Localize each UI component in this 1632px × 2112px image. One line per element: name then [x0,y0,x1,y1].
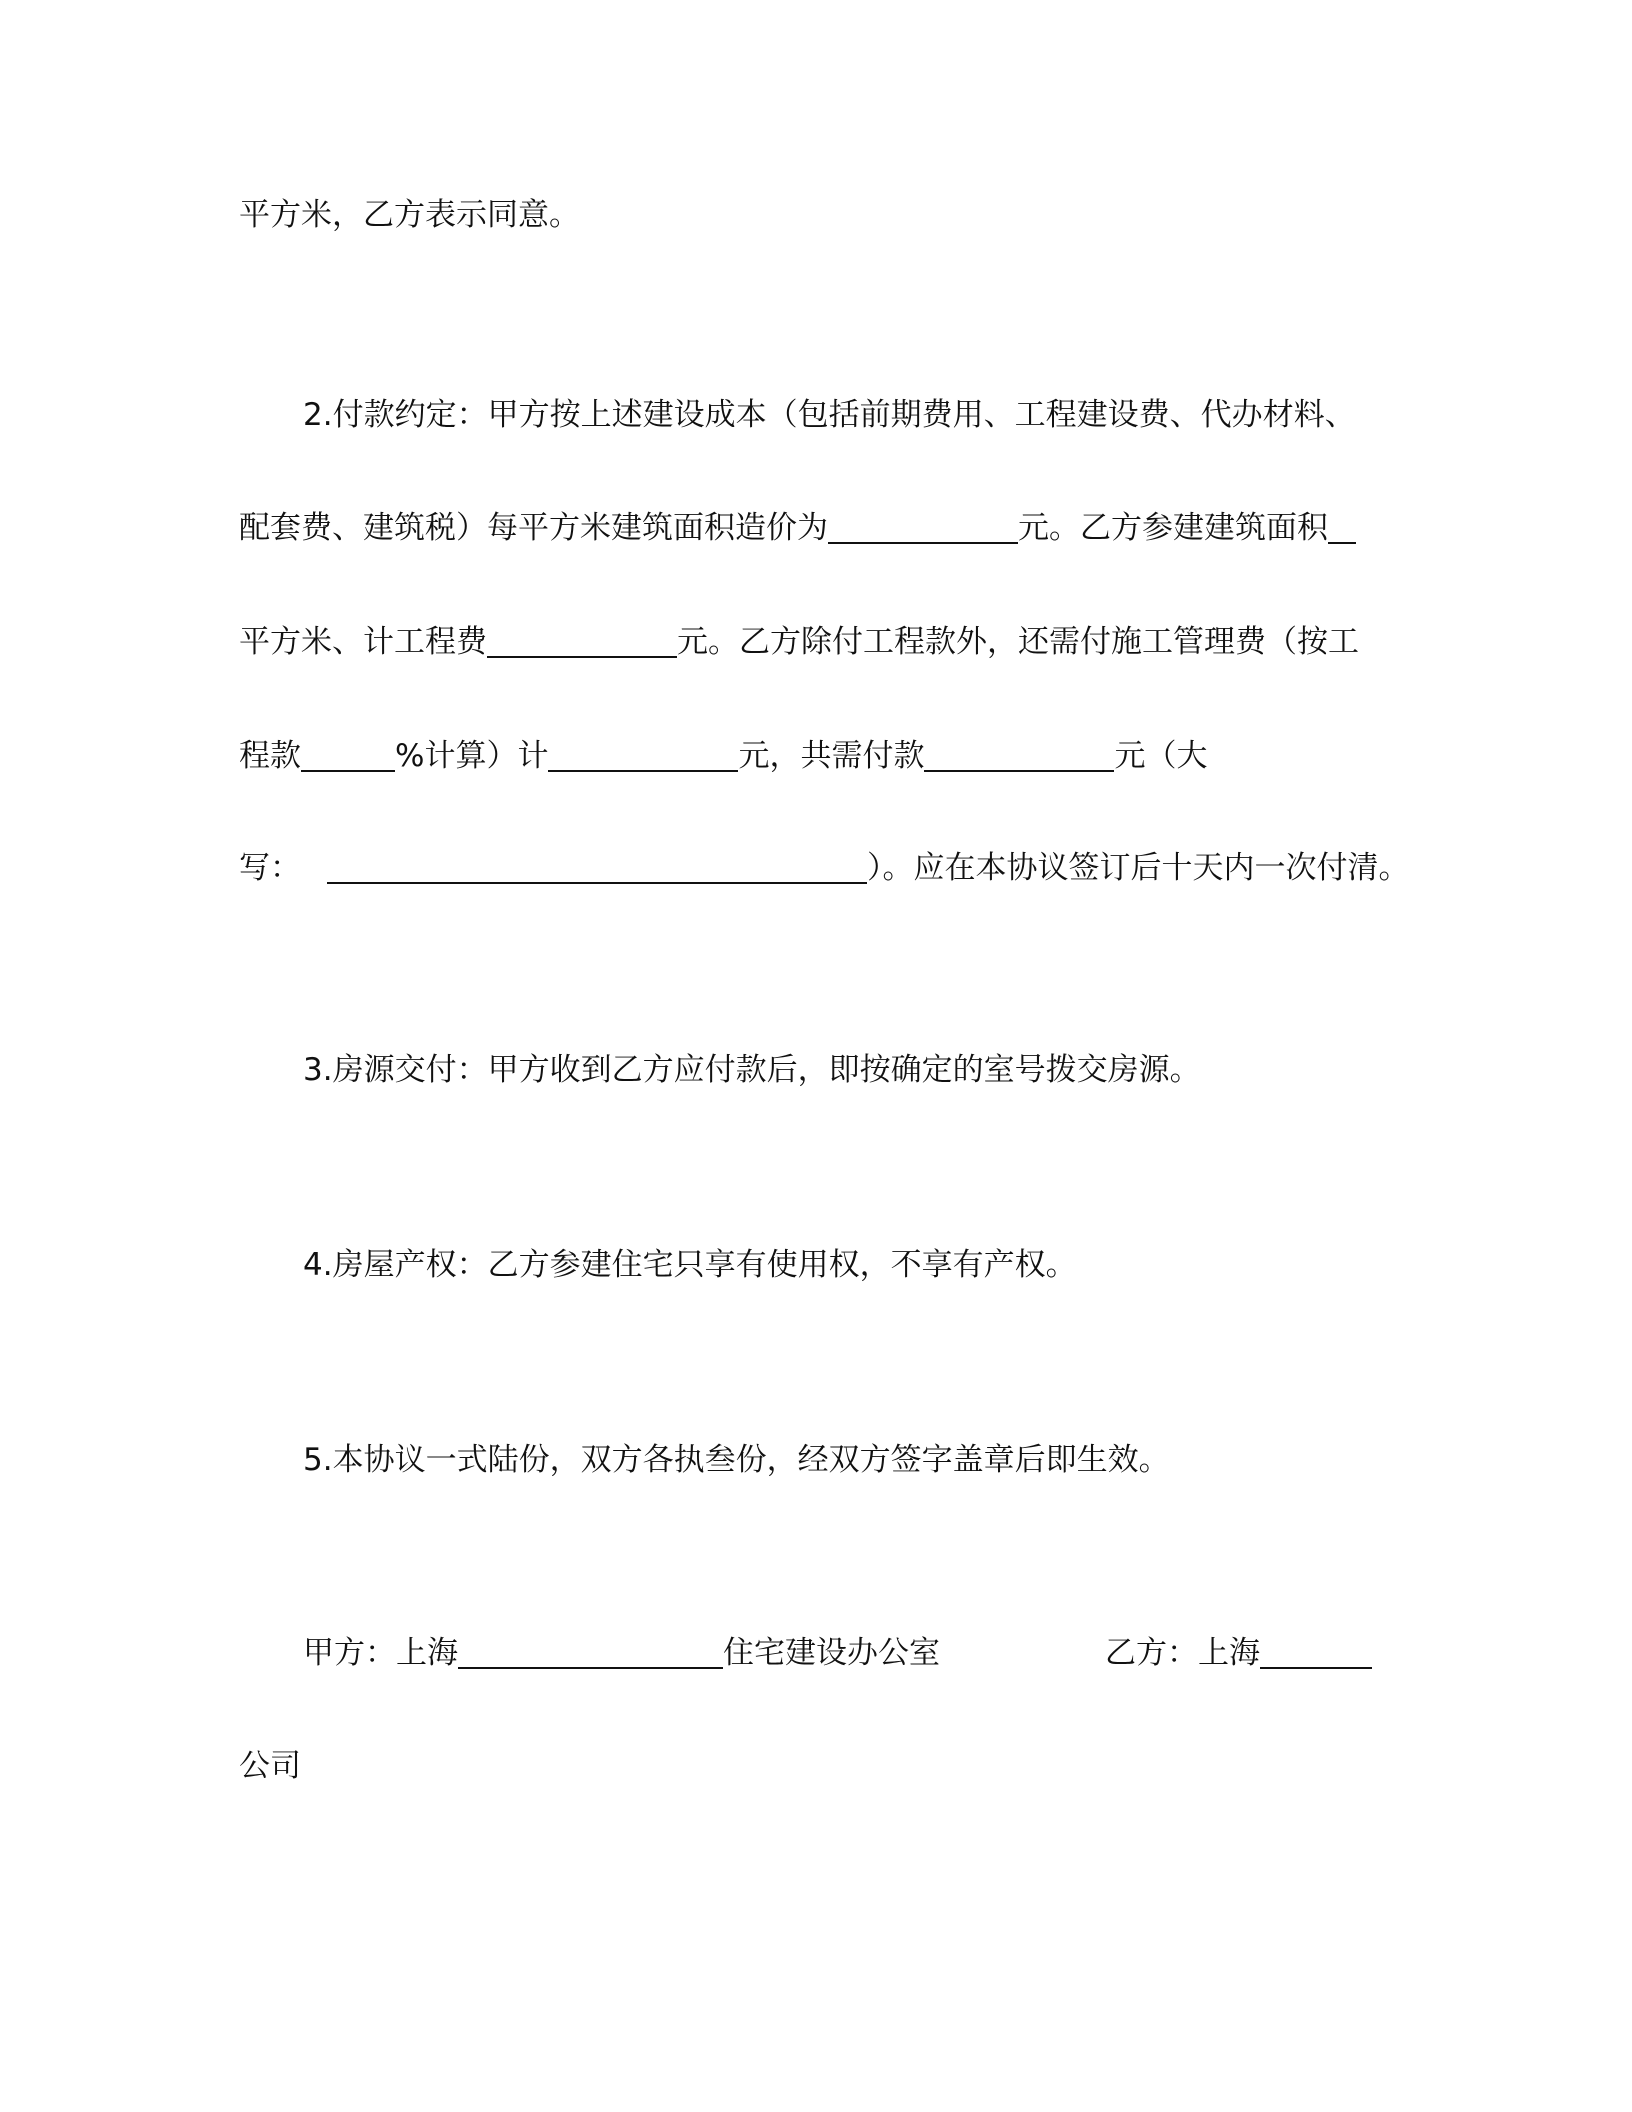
fill-blank-percent[interactable] [301,740,395,772]
clause-2-line-3 [239,622,1359,662]
party-b-suffix: 公司 [239,1748,301,1784]
clause-3: 3.房源交付：甲方收到乙方应付款后，即按确定的室号拨交房源。 [303,1052,1201,1088]
fill-blank-engineering-fee[interactable] [487,626,677,658]
party-a-suffix: 住宅建设办公室 [723,1635,940,1671]
clause-5: 5.本协议一式陆份，双方各执叁份，经双方签字盖章后即生效。 [303,1442,1170,1478]
clause-text: 程款 [239,738,301,774]
clause-text: 元，共需付款 [738,738,925,774]
clause-text: ）。应在本协议签订后十天内一次付清。 [867,850,1410,886]
clause-4: 4.房屋产权：乙方参建住宅只享有使用权，不享有产权。 [303,1247,1077,1283]
clause-2-line-4 [239,736,1207,776]
clause-text: 写： [239,850,301,886]
clause-text: 元。乙方参建建筑面积 [1018,510,1328,546]
clause-text: %计算）计 [395,738,549,774]
fill-blank-party-a[interactable] [458,1637,723,1669]
clause-2-line-2 [239,508,1356,548]
clause-text: 配套费、建筑税）每平方米建筑面积造价为 [239,510,828,546]
signature-party-b [1105,1633,1372,1673]
clause-2-line-1: 2.付款约定：甲方按上述建设成本（包括前期费用、工程建设费、代办材料、 [303,397,1356,433]
party-a-label: 甲方：上海 [303,1635,458,1671]
fill-blank-unit-price[interactable] [828,512,1018,544]
clause-text: 元。乙方除付工程款外，还需付施工管理费（按工 [677,624,1359,660]
fill-blank-total[interactable] [924,740,1114,772]
fill-blank-management-fee[interactable] [548,740,738,772]
fill-blank-party-b[interactable] [1260,1637,1372,1669]
fill-blank-area[interactable] [1328,512,1356,544]
text-line: 平方米，乙方表示同意。 [239,197,580,233]
clause-2-line-5 [239,848,1410,888]
signature-party-a [303,1633,940,1673]
clause-text: 平方米、计工程费 [239,624,487,660]
party-b-label: 乙方：上海 [1105,1635,1260,1671]
fill-blank-amount-in-words[interactable] [327,852,867,884]
clause-text: 元（大 [1114,738,1208,774]
